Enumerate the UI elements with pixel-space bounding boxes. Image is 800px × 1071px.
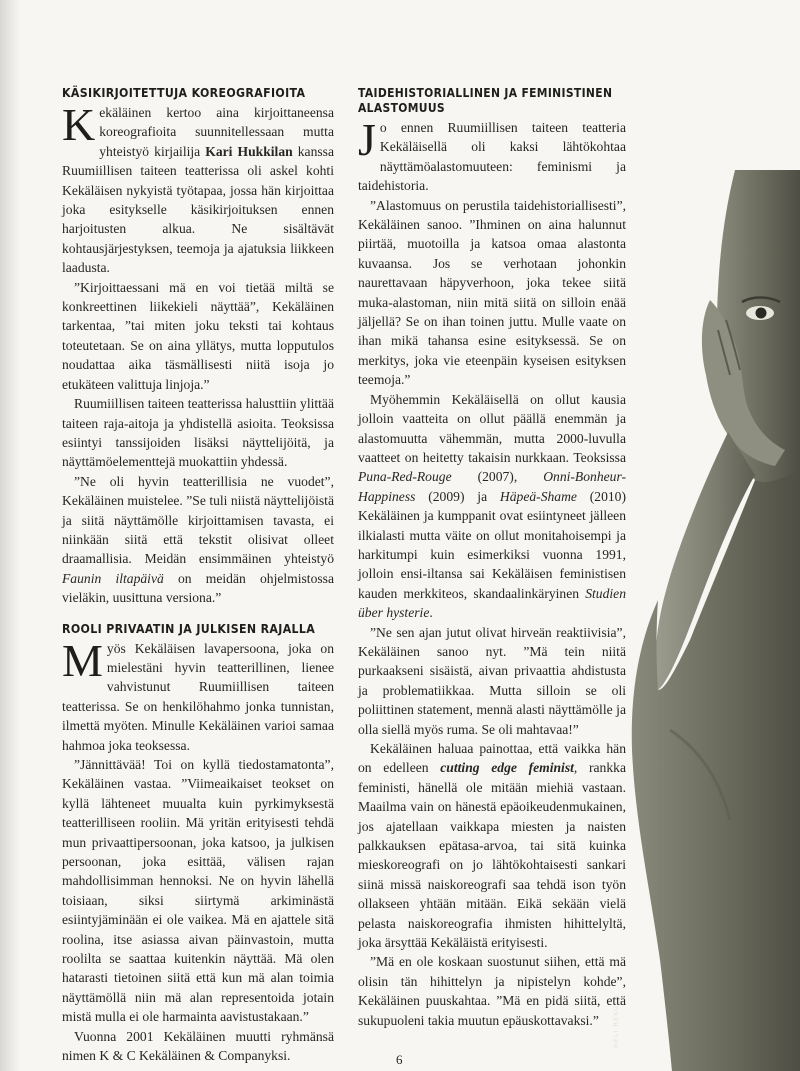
text-run: , rankka feministi, hänellä ole mitään miehiä vastaan. Maailma vain on hänestä epäoikeudenmukainen, jos ajatellaan vaikkapa miesten ja naisten palkkauksen epätasa-arvoa, tai sitä kuinka mieskoreografi on jo lähtökohtaisesti sankari siinä missä naiskoreografi saa tehdä ison työn ollakseen yhtään mitään. Eikä sekään vielä pelasta naiskoreografia ihmisten hihittelyltä, joka ärsyttää Kekäläistä erityisesti. <box>358 760 626 951</box>
text-run: Kekäläinen haluaa painottaa, että vaikka hän on edelleen <box>358 741 626 776</box>
paragraph: ”Jännittävää! Toi on kyllä tiedostamatonta”, Kekäläinen vastaa. ”Viimeaikaiset teokset on kyllä lähteneet muualta kuin pyrkimyksestä teatterilliseen rooliin. Mä yritän erityisesti tehdä mun privaattipersoonan, joka katsoo, ja julkisen persoonan, joka esittää, välisen rajan mahdollisimman hennoksi. Ne on hyvin lähellä toisiaan, siksi siirtymä arkiminästä esiintyjäminään ei ole vaikea. Mä en ajattele sitä roolina, itse asiassa aivan päinvastoin, mutta roolilta se saattaa kuitenkin näyttää. Mä olen hatarasti tietoinen siitä että kun mä alan toimia näyttämöllä niin mä alan representoida jotain mistä mulla ei ole harmainta aavistustakaan.” <box>62 757 334 1025</box>
drop-cap: K <box>62 99 96 150</box>
text-run: kanssa Ruumiillisen taiteen teatterissa oli askel kohti Kekäläisen nykyistä työtapaa, jossa hän kirjoittaa joka esitykselle käsikirjoituksen ennen harjoitusten alkua. Ne sisältävät kohtausjärjestyksen, teemoja ja ajatuksia liikkeen laadusta. <box>62 143 334 276</box>
paragraph: ”Kirjoittaessani mä en voi tietää miltä se konkreettinen liikekieli näyttää”, Kekäläinen tarkentaa, ”tai miten joku teksti tai kohtaus toteutetaan. Se on aina yllätys, mutta lopputulos noudattaa aika täsmällisesti niitä isoja jo etukäteen valittuja linjoja.” <box>62 279 334 392</box>
drop-cap: J <box>358 114 376 165</box>
paragraph <box>62 634 334 755</box>
section-heading-rooli: ROOLI PRIVAATIN JA JULKISEN RAJALLA <box>62 621 316 637</box>
paragraph <box>358 390 626 623</box>
person-name-bold: Kari Hukkilan <box>205 143 293 159</box>
text-run: . <box>429 605 433 621</box>
work-title-italic: Puna-Red-Rouge <box>358 469 452 485</box>
paragraph <box>358 739 626 952</box>
paragraph: ”Mä en ole koskaan suostunut siihen, että mä olisin tän hihittelyn ja nipistelyn kohde”, Kekäläinen puuskahtaa. ”Mä en pidä siitä, että sukupuoleni takia muutun epäuskottavaksi.” <box>358 954 626 1028</box>
page-edge-shade <box>0 0 20 1071</box>
phrase-bold-italic: cutting edge feminist <box>440 760 574 776</box>
paragraph <box>62 472 334 608</box>
paragraph: Vuonna 2001 Kekäläinen muutti ryhmänsä nimen K & C Kekäläinen & Companyksi. <box>62 1028 334 1064</box>
work-title-italic: Faunin iltapäivä <box>62 570 164 586</box>
text-run: (2007), <box>451 469 544 485</box>
left-column <box>62 86 334 1066</box>
text-run: (2010) Kekäläinen ja kumppanit ovat esiintyneet jälleen ilkialasti mutta väite on ollut monitahoisempi ja harkitumpi kuin esimerkiksi vuonna 1991, jolloin ensi-iltansa sai Kekäläisen feministisen kauden merkkiteos, skandaalinkäryinen <box>358 488 626 601</box>
work-title-italic: Studien über hysterie <box>358 585 626 621</box>
drop-cap: M <box>62 634 103 686</box>
paragraph: ”Alastomuus on perustila taidehistoriallisesti”, Kekäläinen sanoo. ”Ihminen on aina halunnut piirtää, muotoilla ja katsoa omaa alastonta kuvaansa. Jos se verhotaan johonkin naurettavaan häpyverhoon, joka tekee siitä muka-alastoman, niin mitä siitä on silloin enää jäljellä? Se on ihan toinen juttu. Mulle vaate on ihan mikä tahansa esine esityksessä. Se on merkitys, joka vie eteenpäin kyseisen esityksen teemoja.” <box>358 197 626 388</box>
section-heading-kasikirjoitettuja: KÄSIKIRJOITETTUJA KOREOGRAFIOITA <box>62 86 306 101</box>
page-number: 6 <box>396 1052 403 1067</box>
text-run: ”Ne oli hyvin teatterillisia ne vuodet”, Kekäläinen muistelee. ”Se tuli niistä näyttelijöistä ja siitä näyttämölle kirjoittamisen tavasta, ei niinkään siitä että tekstit olisivat olleet draamallisia. Meidän ensimmäinen yhteistyö <box>62 473 334 567</box>
text-run: ekäläinen kertoo aina kirjoittaneensa koreografioita suunnitellessaan mutta yhteistyö kirjailija <box>99 105 334 159</box>
right-column <box>358 86 626 1030</box>
work-title-italic: Häpeä-Shame <box>499 488 577 504</box>
text-run: o ennen Ruumiillisen taiteen teatteria Kekäläisellä oli kaksi lähtökohtaa näyttämöalastomuuteen: feminismi ja taidehistoria. <box>358 120 626 194</box>
text-run: yös Kekäläisen lavapersoona, joka on mielestäni hyvin teatterillinen, lienee vahvistunut Ruumiillisen taiteen teatterissa. Se on henkilöhahmo jonka tunnistan, ilmettä myöten. Minulle Kekäläinen varioi samaa hahmoa joka teoksessa. <box>62 640 334 753</box>
paragraph: Ruumiillisen taiteen teatterissa halusttiin ylittää taiteen raja-aitoja ja yhdistellä asioita. Teoksissa esiintyi tanssijoiden lisäksi näyttelijöitä, ja näyttämöelementtejä muokattiin yhdessä. <box>62 396 334 470</box>
text-run: (2009) ja <box>415 488 500 504</box>
paragraph: ”Ne sen ajan jutut olivat hirveän reaktiivisia”, Kekäläinen sanoo nyt. ”Mä tein niitä purkaakseni sisäistä, aivan privaattia ahdistusta ja problematiikkaa. Mutta silloin se oli poliittinen statement, mennä alasti näyttämölle ja olla siellä myös ruma. Se oli mahtavaa!” <box>358 624 626 737</box>
paragraph <box>62 99 334 278</box>
text-run: on meidän ohjelmistossa vieläkin, uusittuna versiona.” <box>62 570 334 606</box>
section-heading-taidehistoriallinen: TAIDEHISTORIALLINEN JA FEMINISTINEN ALASTOMUUS <box>358 86 613 116</box>
work-title-italic: Onni-Bonheur-Happiness <box>358 469 626 504</box>
photo-credit: HELI REKULA <box>612 994 620 1048</box>
paragraph <box>358 114 626 196</box>
text-run: Myöhemmin Kekäläisellä on ollut kausia jolloin vaatteita on ollut päällä enemmän ja alastomuutta vähemmän, mutta 2000-luvulla vaatteet on heitetty takaisin nurkkaan. Teoksissa <box>358 391 626 465</box>
